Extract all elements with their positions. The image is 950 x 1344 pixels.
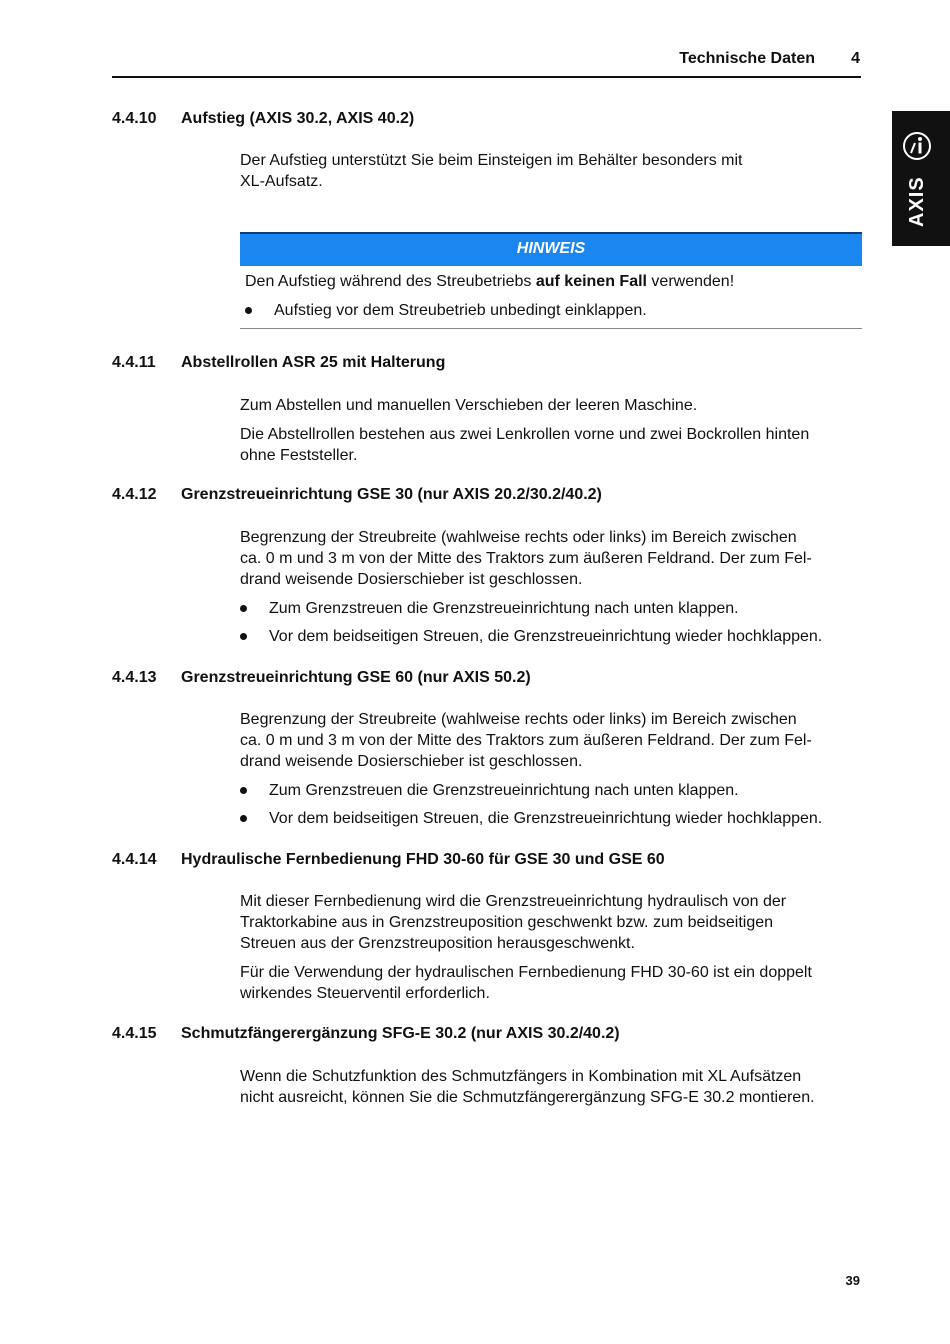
notice-text-after: verwenden! bbox=[646, 273, 735, 290]
section-number: 4.4.15 bbox=[112, 1025, 157, 1042]
bullet-dot bbox=[240, 787, 247, 794]
bullet-dot bbox=[240, 815, 247, 822]
section-title: Grenzstreueinrichtung GSE 60 (nur AXIS 50.2) bbox=[181, 669, 531, 686]
paragraph-line: Begrenzung der Streubreite (wahlweise rechts oder links) im Bereich zwischen bbox=[240, 711, 797, 728]
side-tab-label: AXIS bbox=[906, 176, 928, 227]
paragraph-line: Für die Verwendung der hydraulischen Fernbedienung FHD 30-60 ist ein doppelt bbox=[240, 964, 812, 981]
info-circle-icon bbox=[902, 131, 932, 161]
bullet-dot bbox=[240, 633, 247, 640]
paragraph-line: Wenn die Schutzfunktion des Schmutzfängers in Kombination mit XL Aufsätzen bbox=[240, 1068, 802, 1085]
running-header-title: Technische Daten bbox=[679, 50, 815, 67]
chapter-number: 4 bbox=[851, 50, 860, 67]
notice-text bbox=[245, 271, 870, 292]
notice-text-emphasis: auf keinen Fall bbox=[535, 273, 647, 290]
header-divider bbox=[112, 76, 861, 78]
paragraph-line: wirkendes Steuerventil erforderlich. bbox=[240, 985, 490, 1002]
paragraph-line: nicht ausreicht, können Sie die Schmutzfängerergänzung SFG-E 30.2 montieren. bbox=[240, 1089, 815, 1106]
section-title: Hydraulische Fernbedienung FHD 30-60 für GSE 30 und GSE 60 bbox=[181, 851, 665, 868]
paragraph-line: Die Abstellrollen bestehen aus zwei Lenkrollen vorne und zwei Bockrollen hinten bbox=[240, 426, 810, 443]
chapter-side-tab bbox=[892, 111, 950, 246]
bullet-dot bbox=[245, 307, 252, 314]
bullet-text: Zum Grenzstreuen die Grenzstreueinrichtung nach unten klappen. bbox=[269, 600, 739, 617]
paragraph-line: ca. 0 m und 3 m von der Mitte des Traktors zum äußeren Feldrand. Der zum Fel- bbox=[240, 732, 812, 749]
paragraph-line: ca. 0 m und 3 m von der Mitte des Traktors zum äußeren Feldrand. Der zum Fel- bbox=[240, 550, 812, 567]
notice-bottom-rule bbox=[240, 328, 862, 329]
paragraph-line: ohne Feststeller. bbox=[240, 447, 358, 464]
section-title: Abstellrollen ASR 25 mit Halterung bbox=[181, 354, 446, 371]
section-title: Schmutzfängerergänzung SFG-E 30.2 (nur AXIS 30.2/40.2) bbox=[181, 1025, 620, 1042]
page-number: 39 bbox=[845, 1273, 860, 1288]
section-number: 4.4.10 bbox=[112, 110, 157, 127]
bullet-text: Zum Grenzstreuen die Grenzstreueinrichtung nach unten klappen. bbox=[269, 782, 739, 799]
paragraph-line: Streuen aus der Grenzstreuposition herausgeschwenkt. bbox=[240, 935, 635, 952]
section-number: 4.4.12 bbox=[112, 486, 157, 503]
paragraph-line: Der Aufstieg unterstützt Sie beim Einsteigen im Behälter besonders mit bbox=[240, 152, 743, 169]
section-title: Grenzstreueinrichtung GSE 30 (nur AXIS 20.2/30.2/40.2) bbox=[181, 486, 602, 503]
paragraph-line: Traktorkabine aus in Grenzstreuposition geschwenkt bzw. zum beidseitigen bbox=[240, 914, 774, 931]
bullet-text: Aufstieg vor dem Streubetrieb unbedingt einklappen. bbox=[274, 302, 647, 319]
bullet-text: Vor dem beidseitigen Streuen, die Grenzstreueinrichtung wieder hochklappen. bbox=[269, 810, 823, 827]
paragraph-line: Zum Abstellen und manuellen Verschieben der leeren Maschine. bbox=[240, 397, 698, 414]
section-number: 4.4.13 bbox=[112, 669, 157, 686]
bullet-text: Vor dem beidseitigen Streuen, die Grenzstreueinrichtung wieder hochklappen. bbox=[269, 628, 823, 645]
paragraph-line: Mit dieser Fernbedienung wird die Grenzstreueinrichtung hydraulisch von der bbox=[240, 893, 787, 910]
notice-heading: HINWEIS bbox=[240, 232, 862, 266]
paragraph-line: drand weisende Dosierschieber ist geschlossen. bbox=[240, 753, 583, 770]
bullet-dot bbox=[240, 605, 247, 612]
section-number: 4.4.11 bbox=[112, 354, 156, 371]
notice-text-before: Den Aufstieg während des Streubetriebs bbox=[245, 273, 536, 290]
paragraph-line: drand weisende Dosierschieber ist geschlossen. bbox=[240, 571, 583, 588]
paragraph-line: XL-Aufsatz. bbox=[240, 173, 323, 190]
paragraph-line: Begrenzung der Streubreite (wahlweise rechts oder links) im Bereich zwischen bbox=[240, 529, 797, 546]
section-number: 4.4.14 bbox=[112, 851, 157, 868]
section-title: Aufstieg (AXIS 30.2, AXIS 40.2) bbox=[181, 110, 415, 127]
